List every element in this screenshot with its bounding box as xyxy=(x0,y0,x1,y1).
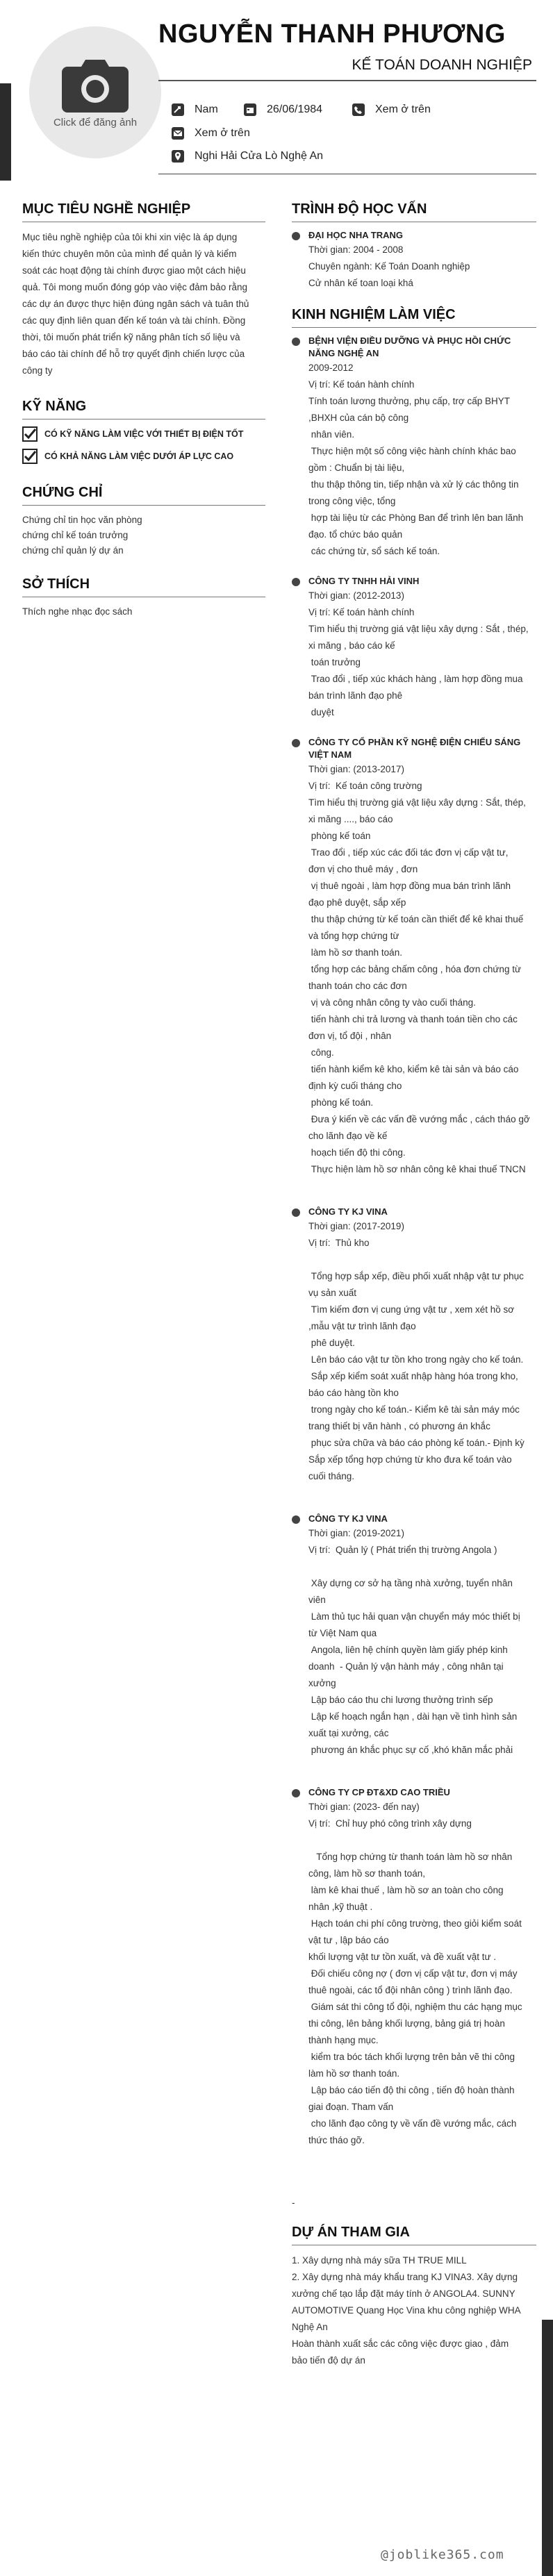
job-detail-line: phê duyệt. xyxy=(308,1338,355,1348)
objective-line: các quy định liên quan đến kế toán và tài chính. Đồng xyxy=(22,315,246,326)
job-detail-line: khối lượng vật tư tồn xuất, và đề xuất vật tư . xyxy=(308,1952,497,1962)
location-icon xyxy=(171,149,185,163)
job-detail-line: thi công, lên bảng khối lượng, bảng giá trị hoàn xyxy=(308,2018,505,2029)
job-detail-line: Hạch toán chi phí công trường, theo giỏi kiểm soát xyxy=(308,1918,522,1929)
job-detail-line: Vị trí: Kế toán hành chính xyxy=(308,607,415,617)
job-detail-line: Thời gian: (2013-2017) xyxy=(308,764,404,774)
job-detail-line: xuất tại xưởng, các xyxy=(308,1728,389,1738)
job-detail-line: giai đoạn. Tham vấn xyxy=(308,2102,394,2112)
job-detail-line: xi măng , báo cáo kế xyxy=(308,640,395,651)
project-line: 2. Xây dựng nhà máy khẩu trang KJ VINA3. Xây dựng xyxy=(292,2272,518,2282)
certificate-item: chứng chỉ kế toán trưởng xyxy=(22,530,129,540)
job-detail-line: công. xyxy=(308,1047,334,1058)
email-field xyxy=(171,126,250,140)
objective-line: công ty xyxy=(22,365,53,376)
job-detail-line: làm hồ sơ thanh toán. xyxy=(308,947,402,958)
certificate-item: Chứng chỉ tin học văn phòng xyxy=(22,515,142,525)
certificates-heading: CHỨNG CHỈ xyxy=(22,485,103,500)
job-detail-line: Thời gian: (2019-2021) xyxy=(308,1528,404,1538)
objective-line: thời, tôi muốn phát triển kỹ năng phân tích số liệu và xyxy=(22,332,240,342)
skills-heading: KỸ NĂNG xyxy=(22,399,87,414)
job-detail-line: báo cáo hàng tồn kho xyxy=(308,1388,399,1398)
avatar-upload[interactable] xyxy=(29,26,161,158)
job-detail-line: đạo phê duyệt, sắp xếp xyxy=(308,897,406,908)
projects-heading: DỰ ÁN THAM GIA xyxy=(292,2225,410,2240)
left-column xyxy=(22,201,265,620)
job-detail-line: Tìm kiếm đơn vị cung ứng vật tư , xem xét hồ sơ xyxy=(308,1304,515,1315)
job-detail-line: tiến hành kiểm kê kho, kiểm kê tài sản và báo cáo xyxy=(308,1064,519,1074)
job-detail-line: Thực hiện làm hồ sơ nhân công kê khai thuế TNCN xyxy=(308,1164,526,1174)
hobbies-text: Thích nghe nhạc đọc sách xyxy=(22,606,133,617)
school-name: ĐẠI HỌC NHA TRANG xyxy=(308,230,404,240)
experience-entry xyxy=(292,1513,536,1759)
objective-line: kiến thức chuyên môn của mình để quản lý và kiểm xyxy=(22,249,237,259)
education-line: Cử nhân kế toan loại khá xyxy=(308,278,413,288)
gender-icon xyxy=(171,103,185,117)
experience-entry xyxy=(292,1206,536,1485)
job-detail-line: các chứng từ, sổ sách kế toán. xyxy=(308,546,440,556)
address-field xyxy=(171,149,323,163)
job-detail-line: hoạch tiến độ thi công. xyxy=(308,1147,406,1158)
objective-line: các dự án được thực hiện đúng ngân sách và tuân thủ xyxy=(22,299,249,309)
phone-icon xyxy=(352,103,365,117)
job-detail-line: Vị trí: Chỉ huy phó công trình xây dựng xyxy=(308,1818,472,1829)
experience-entry xyxy=(292,1786,536,2149)
job-detail-line: và tổng hợp chứng từ xyxy=(308,931,399,941)
job-detail-line: trang thiết bị văn hành , có phương án khắc xyxy=(308,1421,490,1431)
job-detail-line: Vị trí: Thủ kho xyxy=(308,1238,370,1248)
job-detail-line: Đối chiếu công nợ ( đơn vị cấp vật tư, đơn vị máy xyxy=(308,1968,518,1979)
job-detail-line: nhân viên. xyxy=(308,429,355,440)
job-detail-line xyxy=(308,1832,536,1849)
job-detail-line: thu thập chứng từ kế toán cần thiết để kê khai thuế xyxy=(308,914,524,924)
job-detail-line: Lập kế hoạch ngắn hạn , dài hạn về tình hình sản xyxy=(308,1711,518,1722)
job-detail-line: cho lãnh đạo công ty về vấn đề vướng mắc, cách xyxy=(308,2118,517,2129)
job-detail-line: vị thuê ngoài , làm hợp đồng mua bán trình lãnh xyxy=(308,881,511,891)
job-detail-line: Trao đổi , tiếp xúc khách hàng , làm hợp đồng mua xyxy=(308,674,523,684)
gender-field xyxy=(171,103,218,117)
job-detail-line: Tổng hợp sắp xếp, điều phối xuất nhập vật tư phục xyxy=(308,1271,524,1281)
company-name: CÔNG TY CỔ PHẦN KỸ NGHỆ ĐIỆN CHIẾU SÁNG VIỆT NAM xyxy=(308,737,521,760)
timeline-dot xyxy=(292,578,300,586)
left-accent-bar xyxy=(0,83,11,181)
job-detail-line: thu thập thông tin, tiếp nhận và xử lý các thông tin xyxy=(308,479,519,490)
job-detail-line: xi măng ...., báo cáo xyxy=(308,814,393,824)
job-detail-line: thanh toán cho các đơn xyxy=(308,981,407,991)
job-detail-line: Tính toán lương thưởng, phụ cấp, trợ cấp BHYT xyxy=(308,396,511,406)
company-name: BỆNH VIỆN ĐIỀU DƯỠNG VÀ PHỤC HỒI CHỨC NĂNG NGHỆ AN xyxy=(308,335,511,358)
job-detail-line: Xây dựng cơ sở hạ tầng nhà xưởng, tuyển nhân xyxy=(308,1578,513,1588)
job-detail-line: trong công việc, tổng xyxy=(308,496,396,506)
skill-label: CÓ KHẢ NĂNG LÀM VIỆC DƯỚI ÁP LỰC CAO xyxy=(44,451,234,461)
timeline-dot xyxy=(292,232,300,240)
job-detail-line xyxy=(308,1559,536,1575)
job-detail-line: ,mẫu vật tư trình lãnh đạo xyxy=(308,1321,416,1331)
job-detail-line: hợp tài liệu từ các Phòng Ban để trình lên ban lãnh xyxy=(308,513,524,523)
timeline-dot xyxy=(292,1515,300,1524)
job-detail-line: công, làm hồ sơ thanh toán, xyxy=(308,1868,425,1879)
job-detail-line: phòng kế toán. xyxy=(308,1097,374,1108)
company-name: CÔNG TY KJ VINA xyxy=(308,1206,388,1217)
job-detail-line: Thời gian: (2023- đến nay) xyxy=(308,1802,420,1812)
job-detail-line: kiểm tra bóc tách khối lượng trên bản vẽ thi công xyxy=(308,2052,515,2062)
phone-field xyxy=(352,103,431,117)
header-divider xyxy=(158,80,536,81)
experience-entry xyxy=(292,736,536,1178)
project-line: Hoàn thành xuất sắc các công việc được giao , đảm xyxy=(292,2338,509,2349)
company-name: CÔNG TY TNHH HẢI VINH xyxy=(308,576,420,586)
gender-value: Nam xyxy=(195,103,218,115)
skill-item xyxy=(22,449,265,464)
job-detail-line: viên xyxy=(308,1595,326,1605)
objective-line: soát các hoạt động tài chính được giao một cách hiệu xyxy=(22,265,246,276)
dob-value: 26/06/1984 xyxy=(267,103,323,115)
job-detail-line: phương án khắc phục sự cố ,khó khăn mắc phải xyxy=(308,1745,513,1755)
job-detail-line: phòng kế toán xyxy=(308,831,371,841)
objective-heading: MỤC TIÊU NGHỀ NGHIỆP xyxy=(22,201,191,217)
skill-label: CÓ KỸ NĂNG LÀM VIỆC VỚI THIẾT BỊ ĐIỆN TỐT xyxy=(44,429,244,439)
job-detail-line: Tìm hiểu thị trường giá vật liệu xây dựng : Sắt , thép, xyxy=(308,624,529,634)
avatar-hint: Click để đăng ảnh xyxy=(53,116,138,128)
job-detail-line: tiến hành chi trả lương và thanh toán tiền cho các xyxy=(308,1014,518,1024)
objective-line: quả. Tôi mong muốn đóng góp vào việc đảm bảo rằng xyxy=(22,282,247,292)
timeline-dot xyxy=(292,739,300,747)
job-detail-line: Lập báo cáo thu chi lương thưởng trình sếp xyxy=(308,1695,493,1705)
separator-dash: - xyxy=(292,2197,295,2208)
job-detail-line: phục sửa chữa và báo cáo phòng kế toán.- Định kỳ xyxy=(308,1438,525,1448)
job-detail-line: Sắp xếp tổng hợp chứng từ kho đưa kế toán vào xyxy=(308,1454,512,1465)
project-line: 1. Xây dựng nhà máy sữa TH TRUE MILL xyxy=(292,2255,467,2266)
job-detail-line: Sắp xếp kiểm soát xuất nhập hàng hóa trong kho, xyxy=(308,1371,518,1381)
right-column xyxy=(292,201,536,2369)
job-detail-line xyxy=(308,1252,536,1268)
job-detail-line: ,BHXH của cán bộ công xyxy=(308,413,409,423)
project-line: bảo tiến độ dự án xyxy=(292,2355,365,2366)
job-detail-line: bán trình lãnh đạo phê xyxy=(308,690,403,701)
job-detail-line: làm kê khai thuế , làm hồ sơ an toàn cho công xyxy=(308,1885,504,1895)
job-detail-line: Vị trí: Kế toán công trường xyxy=(308,781,422,791)
timeline-dot xyxy=(292,338,300,346)
experience-list xyxy=(292,335,536,2149)
education-entry xyxy=(292,229,536,292)
checkbox-checked-icon xyxy=(22,449,38,464)
timeline-dot xyxy=(292,1789,300,1797)
job-detail-line: trong ngày cho kế toán.- Kiểm kê tài sản máy móc xyxy=(308,1404,520,1415)
candidate-name: NGUYỄN THANH PHƯƠNG xyxy=(158,19,506,49)
email-icon xyxy=(171,126,185,140)
job-detail-line: từ Việt Nam qua xyxy=(308,1628,377,1638)
job-detail-line: vị và công nhân công ty vào cuối tháng. xyxy=(308,997,476,1008)
job-detail-line: Angola, liên hệ chính quyền làm giấy phép kinh xyxy=(308,1645,508,1655)
skill-item xyxy=(22,426,265,442)
job-detail-line: 2009-2012 xyxy=(308,363,354,373)
job-detail-line: Vị trí: Quản lý ( Phát triển thị trường Angola ) xyxy=(308,1545,497,1555)
job-detail-line: Đưa ý kiến về các vấn đề vướng mắc , cách tháo gỡ xyxy=(308,1114,530,1124)
job-detail-line: xưởng xyxy=(308,1678,336,1688)
job-detail-line: thành hạng mục. xyxy=(308,2035,379,2045)
objective-text xyxy=(22,229,265,379)
dob-field xyxy=(243,103,322,117)
checkbox-checked-icon xyxy=(22,426,38,442)
experience-entry xyxy=(292,335,536,560)
job-detail-line: thuê ngoài, các tổ đội nhân công ) trình lãnh đạo. xyxy=(308,1985,513,1995)
project-line: AUTOMOTIVE Quang Học Vina khu công nghiệp WHA xyxy=(292,2305,521,2316)
company-name: CÔNG TY CP ĐT&XD CAO TRIỀU xyxy=(308,1787,450,1797)
job-detail-line: định kỳ cuối tháng cho xyxy=(308,1081,402,1091)
job-detail-line: Thời gian: (2012-2013) xyxy=(308,590,404,601)
job-detail-line: Giám sát thi công tổ đội, nghiệm thu các hạng mục xyxy=(308,2002,522,2012)
job-detail-line: gồm : Chuẩn bị tài liệu, xyxy=(308,463,405,473)
email-value: Xem ở trên xyxy=(195,127,250,139)
calendar-icon xyxy=(243,103,257,117)
experience-heading: KINH NGHIỆM LÀM VIỆC xyxy=(292,307,456,322)
job-detail-line: Lập báo cáo tiến độ thi công , tiến độ hoàn thành xyxy=(308,2085,515,2095)
job-detail-line: duyệt xyxy=(308,707,334,717)
job-detail-line: đạo. tổ chức báo quản xyxy=(308,529,403,540)
project-line: xưởng chế tạo lắp đặt máy tính ở ANGOLA4. SUNNY xyxy=(292,2288,515,2299)
job-detail-line: thức tháo gỡ. xyxy=(308,2135,365,2145)
address-value: Nghi Hải Cửa Lò Nghệ An xyxy=(195,150,324,162)
job-detail-line: Thời gian: (2017-2019) xyxy=(308,1221,404,1231)
certificate-item: chứng chỉ quản lý dự án xyxy=(22,545,124,556)
education-line: Chuyên ngành: Kế Toán Doanh nghiệp xyxy=(308,261,470,272)
job-detail-line: Tổng hợp chứng từ thanh toán làm hồ sơ nhân xyxy=(308,1852,513,1862)
job-detail-line: Tìm hiểu thị trường giá vật liệu xây dựng : Sắt, thép, xyxy=(308,797,526,808)
job-detail-line: đơn vị, tổ đội , nhân xyxy=(308,1031,392,1041)
job-detail-line: tổng hợp các bảng chấm công , hóa đơn chứng từ xyxy=(308,964,521,974)
job-detail-line: nhân ,kỹ thuật . xyxy=(308,1902,373,1912)
timeline-dot xyxy=(292,1208,300,1217)
experience-entry xyxy=(292,575,536,721)
experience-divider xyxy=(292,327,536,328)
education-heading: TRÌNH ĐỘ HỌC VẤN xyxy=(292,201,427,217)
job-detail-line: đơn vị cho thuê máy , đơn xyxy=(308,864,418,874)
job-detail-line: cho lãnh đạo về kế xyxy=(308,1131,388,1141)
phone-value: Xem ở trên xyxy=(375,103,431,115)
certificates-divider xyxy=(22,505,265,506)
job-detail-line: làm hồ sơ thanh toán. xyxy=(308,2068,400,2079)
watermark: @joblike365.com xyxy=(381,2548,504,2562)
job-title: KẾ TOÁN DOANH NGHIỆP xyxy=(352,57,532,73)
job-detail-line: Làm thủ tục hải quan vận chuyển máy móc thiết bị xyxy=(308,1611,520,1622)
job-detail-line: vật tư , lập báo cáo xyxy=(308,1935,389,1945)
job-detail-line: toán trưởng xyxy=(308,657,361,667)
job-detail-line: Lên báo cáo vật tư tồn kho trong ngày cho kế toán. xyxy=(308,1354,524,1365)
job-detail-line: cuối tháng. xyxy=(308,1471,355,1481)
objective-line: báo cáo tài chính để hỗ trợ quyết định chiến lược của xyxy=(22,349,245,359)
education-line: Thời gian: 2004 - 2008 xyxy=(308,244,404,255)
hobbies-heading: SỞ THÍCH xyxy=(22,576,90,592)
job-detail-line: doanh - Quản lý vận hành máy , công nhân tại xyxy=(308,1661,504,1672)
job-detail-line: Trao đổi , tiếp xúc các đối tác đơn vị cấp vật tư, xyxy=(308,847,509,858)
job-detail-line: Vị trí: Kế toán hành chính xyxy=(308,379,415,390)
job-detail-line: vụ sản xuất xyxy=(308,1288,357,1298)
project-line: Nghệ An xyxy=(292,2322,328,2332)
job-detail-line: Thực hiện một số công việc hành chính khác bao xyxy=(308,446,516,456)
camera-icon xyxy=(62,57,129,113)
company-name: CÔNG TY KJ VINA xyxy=(308,1513,388,1524)
right-accent-bar xyxy=(542,2320,553,2576)
objective-line: Mục tiêu nghề nghiệp của tôi khi xin việc là áp dụng xyxy=(22,232,238,242)
